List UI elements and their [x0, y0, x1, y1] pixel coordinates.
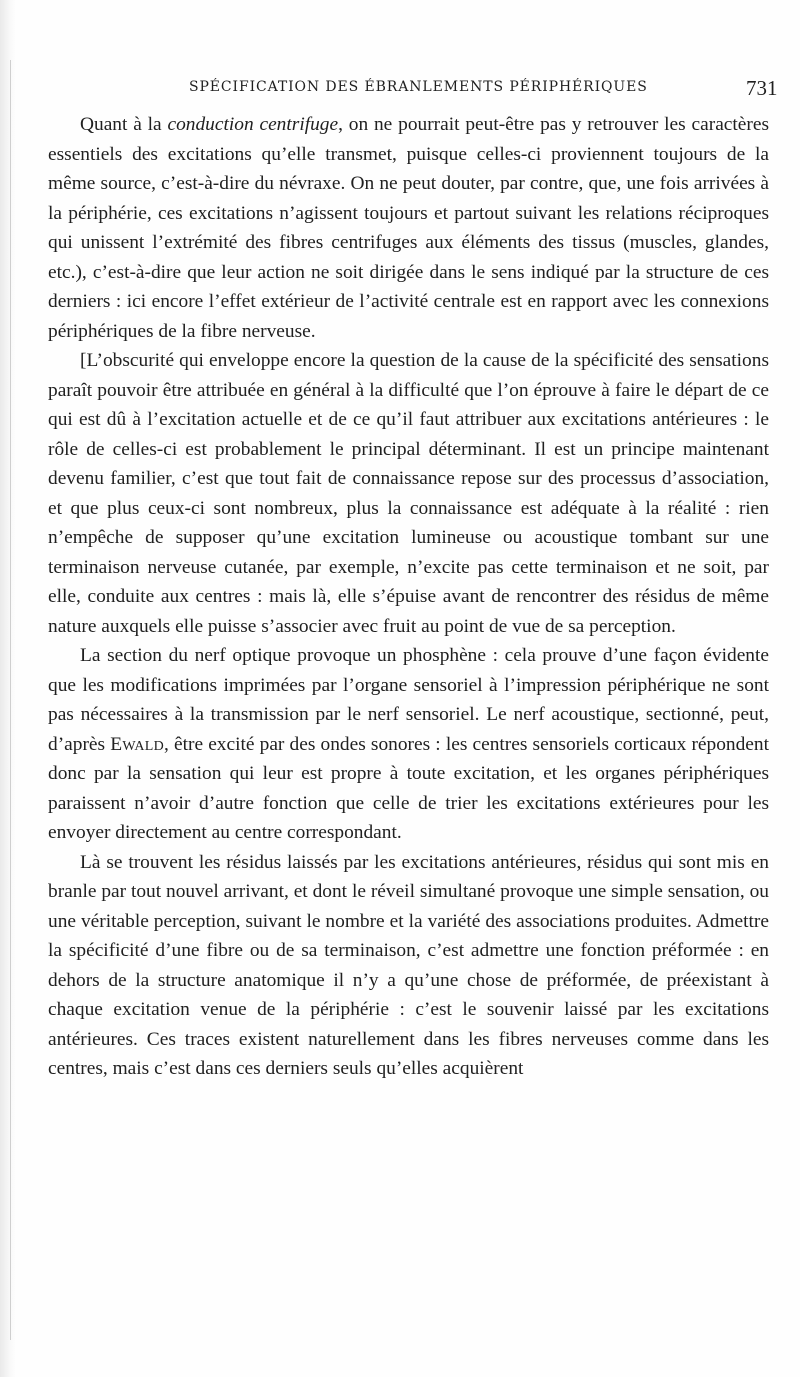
paragraph-nerf-optique	[48, 641, 769, 848]
page-number: 731	[746, 76, 778, 100]
paragraph-specificite: [L’obscurité qui enveloppe encore la question de la cause de la spécificité des sensations paraît pouvoir être attribuée en général à la difficulté que l’on éprouve à faire le départ de ce qui est dû à l’excitation actuelle et de ce qu’il faut attribuer aux excitations antérieures : le rôle de celles-ci est probablement le principal déterminant. Il est un principe maintenant devenu familier, c’est que tout fait de connaissance repose sur des processus d’association, et que plus ceux-ci sont nombreux, plus la connaissance est adéquate à la réalité : rien n’empêche de supposer qu’une excitation lumineuse ou acoustique tombant sur une terminaison nerveuse cutanée, par exemple, n’excite pas cette terminaison et ne soit, par elle, conduite aux centres : mais là, elle s’épuise avant de rencontrer des résidus de même nature auxquels elle puisse s’associer avec fruit au point de vue de sa perception.	[48, 350, 769, 637]
page-binding-line	[10, 60, 11, 1340]
paragraph-residus: Là se trouvent les résidus laissés par les excitations antérieures, résidus qui sont mis en branle par tout nouvel arrivant, et dont le réveil simultané provoque une simple sensation, ou une véritable perception, suivant le nombre et la variété des associations produites. Admettre la spécificité d’une fibre ou de sa terminaison, c’est admettre une fonction préformée : en dehors de la structure anatomique il n’y a qu’une chose de préformée, de préexistant à chaque excitation venue de la périphérie : c’est le souvenir laissé par les excitations antérieures. Ces traces existent naturellement dans les fibres nerveuses comme dans les centres, mais c’est dans ces derniers seuls qu’elles acquièrent	[48, 851, 769, 1079]
paragraph-3-text-start: La section du nerf optique provoque un phosphène : cela prouve d’une façon évidente que les modifications imprimées par l’organe sensoriel à l’impression périphérique ne sont pas nécessaires à la transmission par le nerf sensoriel. Le nerf acoustique, sectionné, peut, d’après	[48, 645, 769, 755]
author-name-ewald: Ewald	[110, 733, 164, 755]
page-binding-shadow	[0, 0, 16, 1377]
body-text	[48, 110, 769, 1084]
italic-term: conduction centrifuge	[167, 114, 339, 135]
paragraph-1-text-start: Quant à la	[80, 114, 168, 135]
paragraph-1-text-end: , on ne pourrait peut-être pas y retrouver les caractères essentiels des excitations qu’elle transmet, puisque celles-ci proviennent toujours de la même source, c’est-à-dire du névraxe. On ne peut douter, par contre, que, une fois arrivées à la périphérie, ces excitations n’agissent toujours et partout suivant les relations réciproques qui unissent l’extrémité des fibres centrifuges aux éléments des tissus (muscles, glandes, etc.), c’est-à-dire que leur action ne soit dirigée dans le sens indiqué par la structure de ces derniers : ici encore l’effet extérieur de l’activité centrale est en rapport avec les connexions périphériques de la fibre nerveuse.	[48, 114, 770, 342]
page-header	[0, 76, 800, 100]
running-head: SPÉCIFICATION DES ÉBRANLEMENTS PÉRIPHÉRIQUES	[189, 79, 648, 95]
paragraph-conduction-centrifuge	[48, 110, 769, 346]
paragraph-3-text-end: , être excité par des ondes sonores : les centres sensoriels corticaux répondent donc par la sensation qui leur est propre à toute excitation, et les organes périphériques paraissent n’avoir d’autre fonction que celle de trier les excitations extérieures pour les envoyer directement au centre correspondant.	[48, 733, 769, 843]
